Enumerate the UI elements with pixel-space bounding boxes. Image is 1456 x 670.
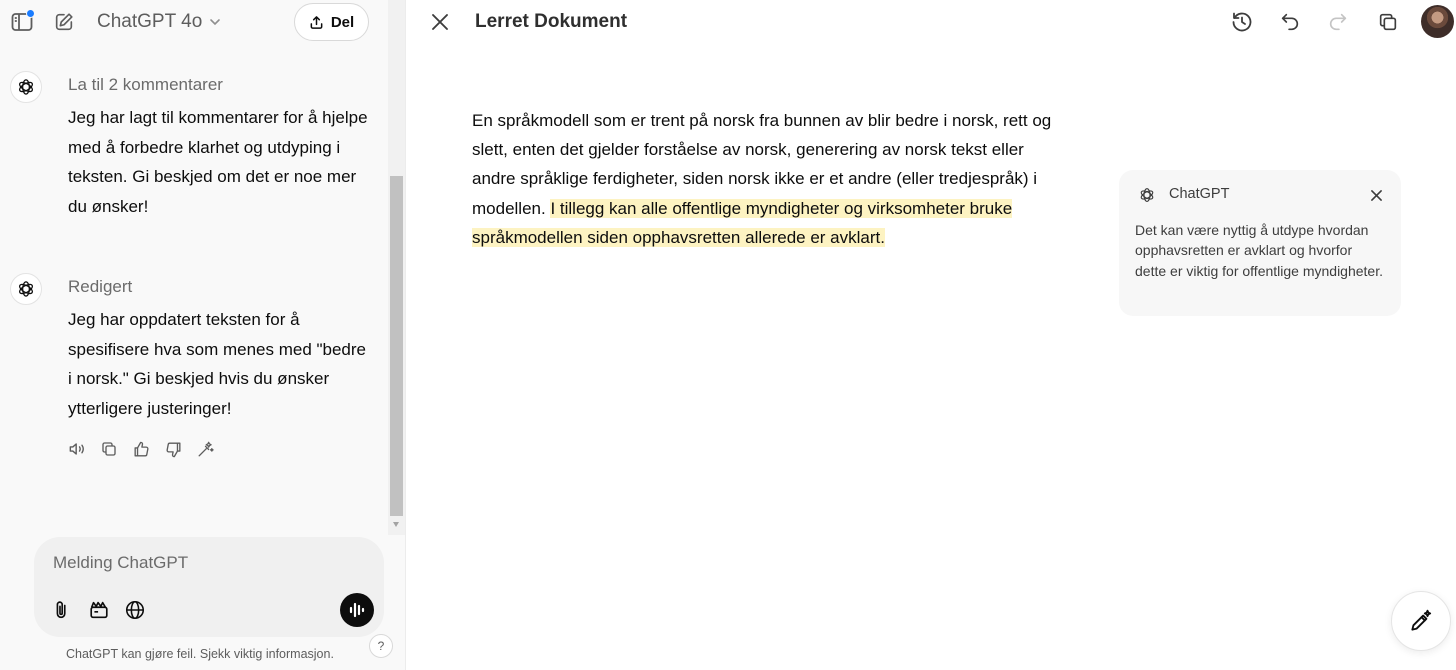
edit-wand-icon[interactable] [194,437,216,461]
paperclip-icon[interactable] [49,597,75,623]
model-selector[interactable] [97,10,222,34]
message-text: Jeg har oppdatert teksten for å spesifisere hva som menes med "bedre i norsk." Gi beskjed hvis du ønsker ytterligere justeringer! [68,310,367,418]
document-paragraph: En språkmodell som er trent på norsk fra bunnen av blir bedre i norsk, rett og slett, enten det gjelder forståelse av norsk, generering av norsk tekst eller andre språklige ferdigheter, siden norsk ikke er et andre (eller tredjespråk) i modellen. [472,111,1052,218]
chatgpt-logo-icon [10,273,42,305]
disclaimer-text: ChatGPT kan gjøre feil. Sjekk viktig informasjon. [66,647,334,661]
scroll-down-arrow-icon[interactable] [393,522,399,527]
voice-mode-button[interactable] [340,593,374,627]
waveform-icon [347,600,367,620]
share-label: Del [330,13,355,31]
message-actions [66,437,216,461]
chatgpt-logo-icon [1137,185,1157,205]
comment-text: Det kan være nyttig å utdype hvordan opphavsretten er avklart og hvorfor dette er viktig for offentlige myndigheter. [1135,222,1383,279]
version-history-icon[interactable] [1228,8,1256,36]
canvas-document[interactable] [472,106,1072,252]
chat-scrollbar[interactable] [388,0,405,535]
message-text: Jeg har lagt til kommentarer for å hjelpe med å forbedre klarhet og utdyping i teksten. Gi beskjed om det er noe mer du ønsker! [68,108,368,216]
share-upload-icon [309,15,324,30]
comment-author: ChatGPT [1169,186,1230,202]
chatgpt-logo-icon [10,71,42,103]
scrollbar-thumb[interactable] [390,176,403,516]
canvas-title: Lerret Dokument [475,11,628,32]
chat-panel [0,0,406,670]
edit-suggestions-button[interactable] [1391,591,1451,651]
new-chat-icon[interactable] [50,8,78,36]
thumbs-down-icon[interactable] [162,437,184,461]
pencil-sparkle-icon [1408,608,1434,634]
redo-icon[interactable] [1324,8,1352,36]
close-icon[interactable] [1367,186,1385,204]
globe-icon[interactable] [122,597,148,623]
message-input[interactable] [53,551,353,575]
composer [34,537,384,637]
notification-dot [26,9,35,18]
sidebar-toggle-icon[interactable] [8,8,36,36]
user-avatar[interactable] [1421,5,1454,38]
chevron-down-icon [208,15,222,29]
message-status: Redigert [68,277,133,296]
help-button[interactable]: ? [369,634,393,658]
thumbs-up-icon[interactable] [130,437,152,461]
copy-icon[interactable] [1374,8,1402,36]
commented-highlight[interactable]: I tillegg kan alle offentlige myndigheter og virksomheter bruke språkmodellen siden opphavsretten allerede er avklart. [472,198,1013,247]
comment-card [1119,170,1401,316]
message-status: La til 2 kommentarer [68,75,223,94]
canvas-panel [406,0,1456,670]
copy-icon[interactable] [98,437,120,461]
speaker-icon[interactable] [66,437,88,461]
tools-icon[interactable] [86,597,112,623]
undo-icon[interactable] [1276,8,1304,36]
close-icon[interactable] [428,10,452,34]
model-name: ChatGPT 4o [97,11,203,32]
share-button[interactable] [294,3,369,41]
